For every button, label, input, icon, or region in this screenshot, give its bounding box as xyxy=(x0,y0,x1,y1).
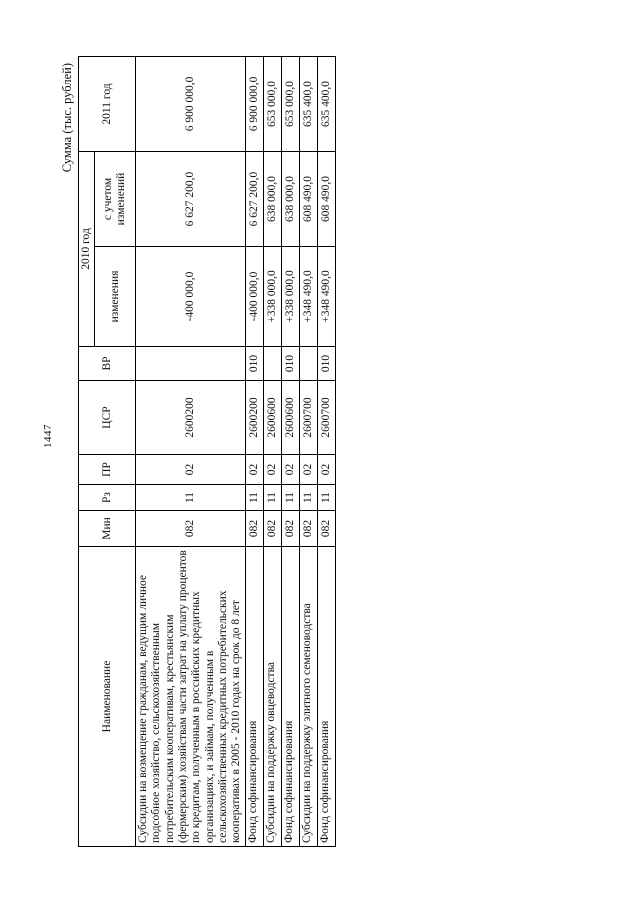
row-with-changes: 638 000,0 xyxy=(281,151,299,246)
header-with-changes: с учетом изменений xyxy=(94,151,135,246)
row-changes: +338 000,0 xyxy=(263,247,281,347)
header-csr: ЦСР xyxy=(79,381,136,455)
row-changes: +348 490,0 xyxy=(317,247,335,347)
row-rz: 11 xyxy=(263,485,281,511)
row-min: 082 xyxy=(245,511,263,547)
table-row xyxy=(281,56,299,846)
row-min: 082 xyxy=(317,511,335,547)
row-pr: 02 xyxy=(245,455,263,485)
header-rz: Рз xyxy=(79,485,136,511)
row-changes: -400 000,0 xyxy=(245,247,263,347)
header-name: Наименование xyxy=(79,547,136,847)
row-name: Фонд софинансирования xyxy=(281,547,299,847)
row-vr: 010 xyxy=(245,347,263,381)
row-name: Фонд софинансирования xyxy=(245,547,263,847)
row-min: 082 xyxy=(299,511,317,547)
row-csr: 2600200 xyxy=(245,381,263,455)
row-vr xyxy=(299,347,317,381)
row-changes: -400 000,0 xyxy=(136,247,246,347)
row-with-changes: 608 490,0 xyxy=(299,151,317,246)
row-csr: 2600700 xyxy=(299,381,317,455)
header-year-2010: 2010 год xyxy=(79,151,95,346)
row-pr: 02 xyxy=(317,455,335,485)
header-changes: изменения xyxy=(94,247,135,347)
row-rz: 11 xyxy=(136,485,246,511)
row-year-2011: 6 900 000,0 xyxy=(136,56,246,151)
row-pr: 02 xyxy=(281,455,299,485)
row-with-changes: 6 627 200,0 xyxy=(136,151,246,246)
header-year-2011: 2011 год xyxy=(79,56,136,151)
row-rz: 11 xyxy=(281,485,299,511)
row-name: Субсидии на возмещение гражданам, ведущим личное подсобное хозяйство, сельскохозяйственным потребительским кооперативам, крестьянским (фермерским) хозяйствам части затрат на уплату процентов по кредитам, полученным в российских кредитных организациях, и займам, полученным в сельскохозяйственных кредитных потребительских кооперативах в 2005 - 2010 годах на срок до 8 лет xyxy=(136,547,246,847)
row-with-changes: 6 627 200,0 xyxy=(245,151,263,246)
row-year-2011: 6 900 000,0 xyxy=(245,56,263,151)
row-year-2011: 635 400,0 xyxy=(299,56,317,151)
row-vr xyxy=(136,347,246,381)
row-with-changes: 638 000,0 xyxy=(263,151,281,246)
table-row xyxy=(299,56,317,846)
row-pr: 02 xyxy=(136,455,246,485)
row-name: Субсидии на поддержку элитного семеноводства xyxy=(299,547,317,847)
row-csr: 2600700 xyxy=(317,381,335,455)
row-name: Фонд софинансирования xyxy=(317,547,335,847)
row-vr xyxy=(263,347,281,381)
row-rz: 11 xyxy=(245,485,263,511)
row-year-2011: 635 400,0 xyxy=(317,56,335,151)
row-rz: 11 xyxy=(317,485,335,511)
row-min: 082 xyxy=(136,511,246,547)
table-row xyxy=(317,56,335,846)
row-min: 082 xyxy=(263,511,281,547)
table-sheet xyxy=(60,57,336,847)
row-pr: 02 xyxy=(299,455,317,485)
rotated-table-area xyxy=(40,35,600,865)
row-rz: 11 xyxy=(299,485,317,511)
row-with-changes: 608 490,0 xyxy=(317,151,335,246)
table-body xyxy=(136,56,336,846)
table-row xyxy=(136,56,246,846)
header-row-1 xyxy=(79,56,95,846)
header-pr: ПР xyxy=(79,455,136,485)
row-csr: 2600200 xyxy=(136,381,246,455)
row-pr: 02 xyxy=(263,455,281,485)
row-changes: +338 000,0 xyxy=(281,247,299,347)
page-number: 1447 xyxy=(42,424,54,448)
table-row xyxy=(245,56,263,846)
header-vr: ВР xyxy=(79,347,136,381)
units-note: Сумма (тыс. рублей) xyxy=(60,63,74,173)
row-vr: 010 xyxy=(317,347,335,381)
budget-table xyxy=(78,56,336,847)
row-year-2011: 653 000,0 xyxy=(263,56,281,151)
header-min: Мин xyxy=(79,511,136,547)
row-csr: 2600600 xyxy=(263,381,281,455)
row-name: Субсидии на поддержку овцеводства xyxy=(263,547,281,847)
row-vr: 010 xyxy=(281,347,299,381)
table-header xyxy=(79,56,136,846)
row-min: 082 xyxy=(281,511,299,547)
row-changes: +348 490,0 xyxy=(299,247,317,347)
row-csr: 2600600 xyxy=(281,381,299,455)
table-row xyxy=(263,56,281,846)
row-year-2011: 653 000,0 xyxy=(281,56,299,151)
